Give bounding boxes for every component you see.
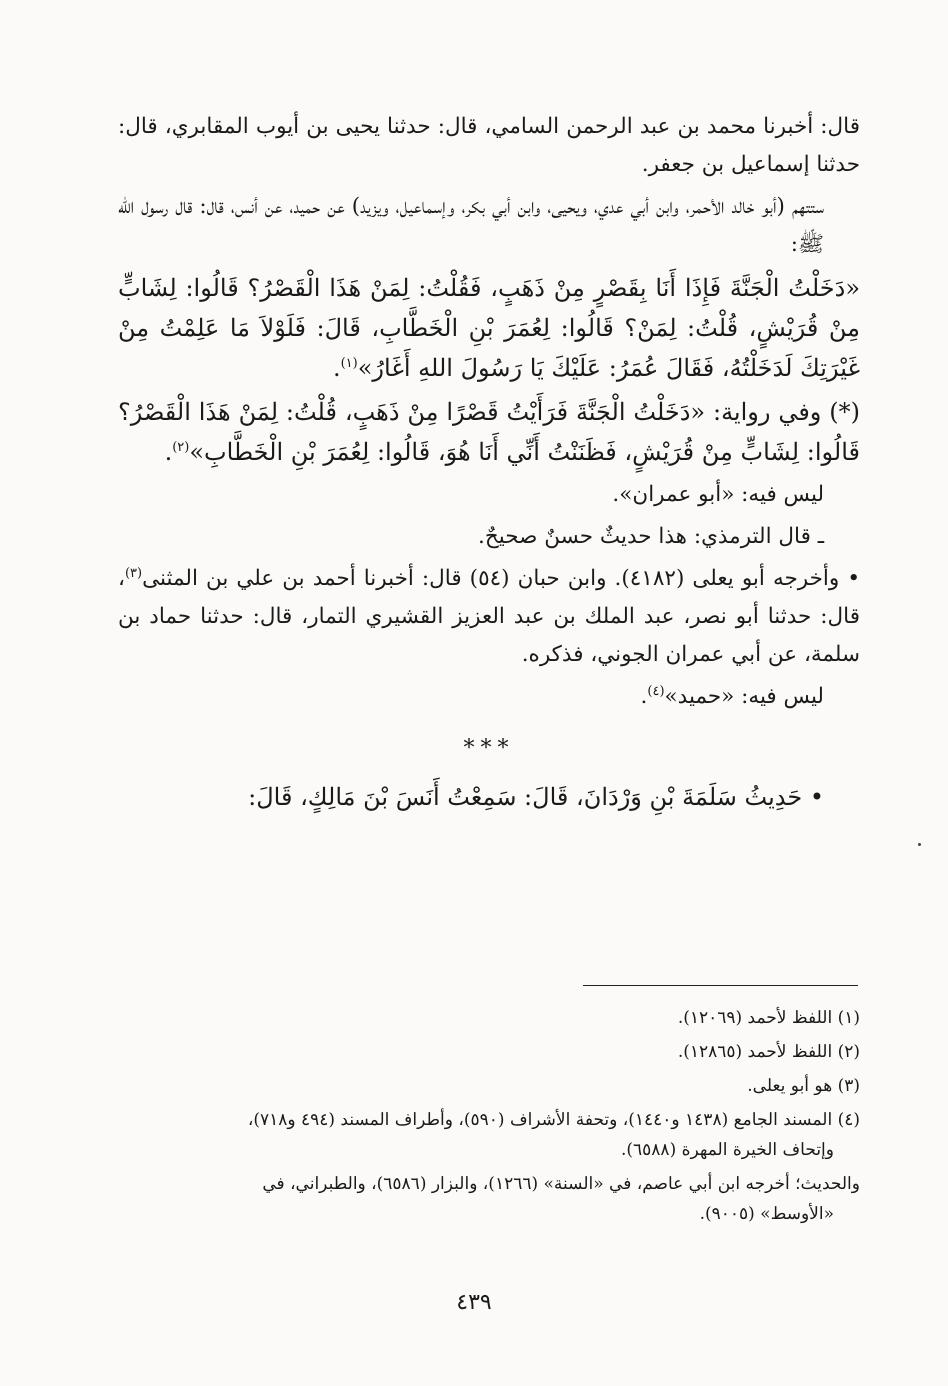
footnote-ref-2: (٢) [172, 440, 190, 455]
hadith-1-end: . [332, 354, 341, 382]
note-humaid-end: . [640, 684, 648, 709]
footnote-1: (١) اللفظ لأحمد (١٢٠٦٩). [677, 1008, 860, 1028]
footnote-5 [108, 1169, 860, 1229]
footnote-4 [108, 1105, 860, 1165]
takhrij-part-a: • وأخرجه أبو يعلى (٤١٨٢). وابن حبان (٥٤) قال: أخبرنا أحمد بن علي بن المثنى [142, 566, 860, 591]
takhrij-paragraph [118, 560, 860, 674]
footnote-divider [583, 985, 858, 986]
page-number: ٤٣٩ [456, 1290, 492, 1315]
note-tirmidhi: ـ قال الترمذي: هذا حديثٌ حسنٌ صحيحٌ. [478, 524, 824, 549]
note-humaid-text: ليس فيه: «حميد» [664, 684, 824, 709]
hadith-text-2 [118, 392, 860, 472]
hadith-text-1 [118, 268, 860, 388]
main-text [118, 108, 860, 820]
footnote-2: (٢) اللفظ لأحمد (١٢٨٦٥). [677, 1042, 860, 1062]
section-separator: *** [463, 736, 515, 761]
footnote-4-line-2: وإتحاف الخيرة المهرة (٦٥٨٨). [620, 1140, 834, 1160]
hadith-1-body: «دَخَلْتُ الْجَنَّةَ فَإِذَا أَنَا بِقَصْرٍ مِنْ ذَهَبٍ، فَقُلْتُ: لِمَنْ هَذَا الْقَصْرُ؟ قَالُوا: لِشَابٍّ مِنْ قُرَيْشٍ، قُلْتُ: لِمَنْ؟ قَالُوا: لِعُمَرَ بْنِ الْخَطَّابِ، قَالَ: فَلَوْلاَ مَا عَلِمْتُ مِنْ غَيْرَتِكَ لَدَخَلْتُهُ، فَقَالَ عُمَرُ: عَلَيْكَ يَا رَسُولَ اللهِ أَغَارُ» [118, 274, 860, 382]
footnotes [108, 1003, 860, 1233]
margin-speck [918, 843, 921, 846]
footnote-4-line-1: (٤) المسند الجامع (١٤٣٨ و١٤٤٠)، وتحفة الأشراف (٥٩٠)، وأطراف المسند (٤٩٤ و٧١٨)، [247, 1110, 860, 1130]
takhrij-part-b: ، قال: حدثنا أبو نصر، عبد الملك بن عبد العزيز القشيري التمار، قال: حدثنا حماد بن سلمة، عن أبي عمران الجوني، فذكره. [118, 566, 860, 667]
hadith-2-end: . [164, 438, 173, 466]
isnad-paragraph-2: ستتهم (أبو خالد الأحمر، وابن أبي عدي، ويحيى، وابن أبي بكر، وإسماعيل، ويزيد) عن حميد، عن أنس، قال: قال رسول الله ﷺ: [118, 194, 824, 257]
footnote-ref-3: (٣) [124, 565, 143, 581]
footnote-5-line-2: «الأوسط» (٩٠٠٥). [699, 1204, 834, 1224]
footnote-ref-1: (١) [340, 356, 358, 371]
next-hadith-heading: • حَدِيثُ سَلَمَةَ بْنِ وَرْدَانَ، قَالَ: سَمِعْتُ أَنَسَ بْنَ مَالِكٍ، قَالَ: [248, 783, 824, 811]
hadith-2-body: (*) وفي رواية: «دَخَلْتُ الْجَنَّةَ فَرَأَيْتُ قَصْرًا مِنْ ذَهَبٍ، قُلْتُ: لِمَنْ هَذَا الْقَصْرُ؟ قَالُوا: لِشَابٍّ مِنْ قُرَيْشٍ، فَظَنَنْتُ أَنِّي أَنَا هُوَ، قَالُوا: لِعُمَرَ بْنِ الْخَطَّابِ» [118, 398, 860, 466]
footnote-5-line-1: والحديث؛ أخرجه ابن أبي عاصم، في «السنة» (١٢٦٦)، والبزار (٦٥٨٦)، والطبراني، في [262, 1174, 860, 1194]
footnote-ref-4: (٤) [647, 683, 665, 699]
note-abu-imran: ليس فيه: «أبو عمران». [612, 482, 824, 507]
footnote-3: (٣) هو أبو يعلى. [747, 1076, 860, 1096]
note-humaid [118, 678, 860, 716]
isnad-paragraph-1: قال: أخبرنا محمد بن عبد الرحمن السامي، قال: حدثنا يحيى بن أيوب المقابري، قال: حدثنا إسماعيل بن جعفر. [118, 114, 860, 177]
